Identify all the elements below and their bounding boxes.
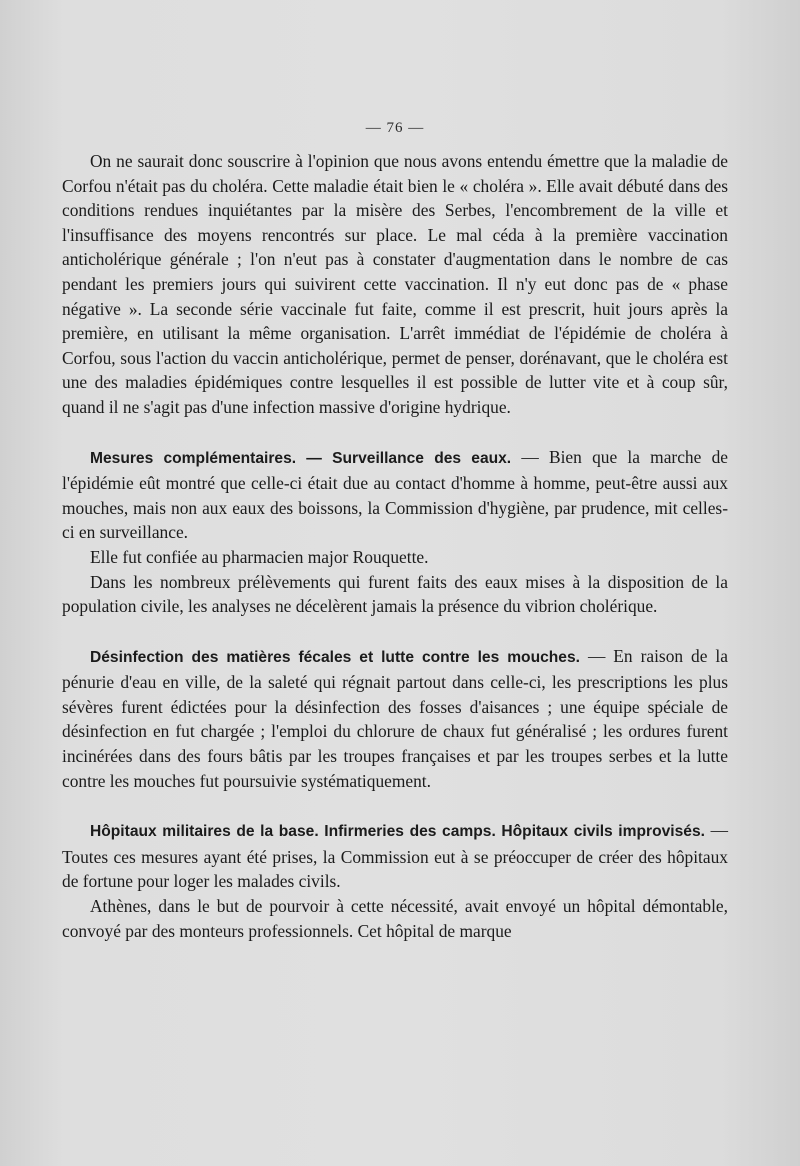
paragraph-cholera-conclusion: On ne saurait donc souscrire à l'opinion que nous avons entendu émettre que la maladie de Corfou n'était pas du choléra. Cette maladie était bien le « choléra ». Elle avait débuté dans des conditions rendues inquiétantes par la misère des Serbes, l'encombrement de la ville et l'insuffisance des moyens rencontrés sur place. Le mal céda à la première vaccination anticholérique générale ; l'on n'eut pas à constater d'augmentation dans le nombre de cas pendant les premiers jours qui suivirent cette vaccination. Il n'y eut donc pas de « phase négative ». La seconde série vaccinale fut faite, comme il est prescrit, huit jours après la première, en utilisant la même organisation. L'arrêt immédiat de l'épidémie de choléra à Corfou, sous l'action du vaccin anticholérique, permet de penser, dorénavant, que le choléra est une des maladies épidémiques contre lesquelles il est possible de lutter vite et à coup sûr, quand il ne s'agit pas d'une infection massive d'origine hydrique. bbox=[62, 151, 728, 417]
page-number: — 76 — bbox=[365, 120, 425, 136]
paragraph-water-analyses: Dans les nombreux prélèvements qui furent faits des eaux mises à la disposition de la population civile, les analyses ne décelèrent jamais la présence du vibrion cholérique. bbox=[62, 571, 728, 617]
section-heading: Mesures complémentaires. — Surveillance des eaux. bbox=[90, 449, 512, 467]
section-disinfection bbox=[62, 644, 728, 794]
section-heading: Désinfection des matières fécales et lutte contre les mouches. bbox=[90, 648, 580, 666]
section-text: — En raison de la pénurie d'eau en ville, de la saleté qui régnait partout dans celle-ci, les prescriptions les plus sévères furent édictées pour la désinfection des fosses d'aisances ; une équipe spéciale de désinfection en fut chargée ; l'emploi du chlorure de chaux fut généralisé ; les ordures furent incinérées dans des fours bâtis par les troupes françaises et par les troupes serbes et la lutte contre les mouches fut poursuivie systématiquement. bbox=[62, 645, 728, 791]
section-hospitals bbox=[62, 818, 728, 894]
section-text: — Bien que la marche de l'épidémie eût montré que celle-ci était due au contact d'homme à homme, peut-être aussi aux mouches, mais non aux eaux des boissons, la Commission d'hygiène, par prudence, mit celles-ci en surveillance. bbox=[62, 446, 728, 543]
paragraph-pharmacist: Elle fut confiée au pharmacien major Rouquette. bbox=[90, 546, 429, 567]
section-heading: Hôpitaux militaires de la base. Infirmeries des camps. Hôpitaux civils improvisés. bbox=[90, 823, 705, 841]
section-water-surveillance bbox=[62, 445, 728, 545]
section-text: — Toutes ces mesures ayant été prises, la Commission eut à se préoccuper de créer des hôpitaux de fortune pour loger les malades civils. bbox=[62, 820, 728, 892]
paragraph-athens-hospital: Athènes, dans le but de pourvoir à cette nécessité, avait envoyé un hôpital démontable, convoyé par des monteurs professionnels. Cet hôpital de marque bbox=[62, 896, 728, 941]
